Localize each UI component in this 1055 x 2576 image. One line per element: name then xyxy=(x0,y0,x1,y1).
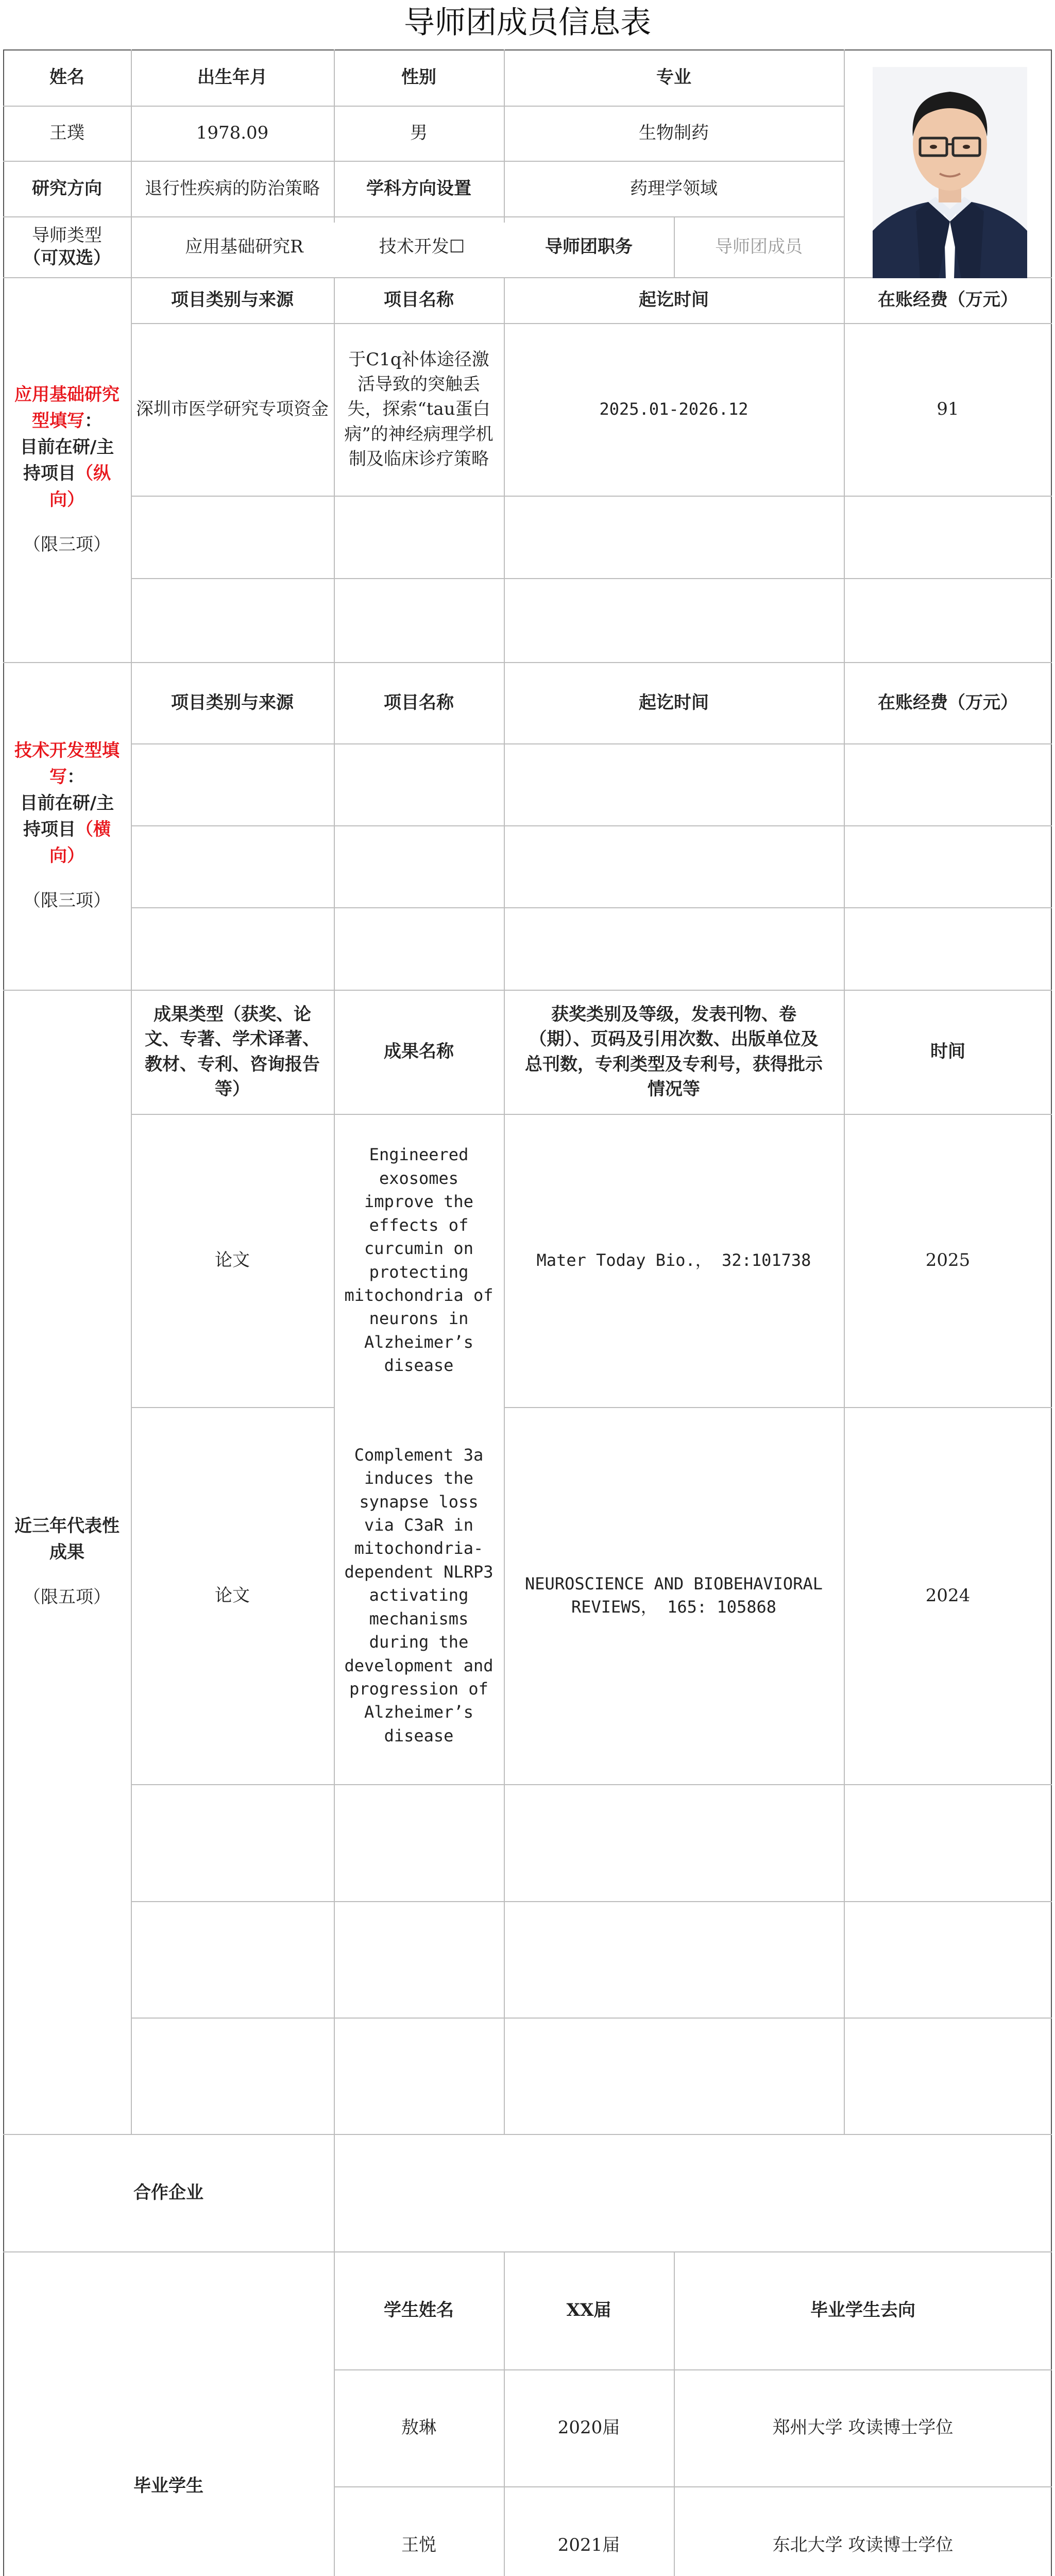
gender-value: 男 xyxy=(410,123,428,144)
achievements-label xyxy=(3,990,131,2134)
ach-header-name: 成果名称 xyxy=(384,1041,454,1062)
name-value: 王璞 xyxy=(49,123,84,144)
basic-research-label-red-3: （纵 xyxy=(76,463,111,484)
page-title: 导师团成员信息表 xyxy=(404,5,651,41)
tech-dev-label-red-3: （横 xyxy=(76,819,111,840)
ach-row2-detail: NEUROSCIENCE AND BIOBEHAVIORAL REVIEWS， 165: 105868 xyxy=(525,1573,823,1617)
name-label: 姓名 xyxy=(49,67,84,88)
tech-header-funds: 在账经费（万元） xyxy=(878,692,1018,713)
ach-row4-name[interactable] xyxy=(334,1901,504,2018)
basic-header-funds: 在账经费（万元） xyxy=(878,290,1018,311)
discipline-value: 药理学领域 xyxy=(630,178,718,199)
ach-row1-name: Engineered exosomes improve the effects of curcumin on protecting mitochondria of neurons in Alzheimer’s disease xyxy=(344,1145,494,1376)
tech-row3-period[interactable] xyxy=(504,907,844,990)
tech-row1-source[interactable] xyxy=(131,743,334,825)
ach-row3-time[interactable] xyxy=(844,1784,1052,1901)
tech-header-name: 项目名称 xyxy=(384,692,454,713)
ach-row2-time: 2024 xyxy=(925,1585,971,1606)
tech-row2-source[interactable] xyxy=(131,825,334,907)
tech-dev-label-red-4: 向） xyxy=(49,845,84,866)
tech-row1-funds[interactable] xyxy=(844,743,1052,825)
birth-label: 出生年月 xyxy=(197,67,267,88)
tech-dev-label xyxy=(3,662,131,990)
basic-research-label-black-2: 目前在研/主 xyxy=(20,436,114,457)
ach-row5-detail[interactable] xyxy=(504,2018,844,2134)
basic-header-period: 起讫时间 xyxy=(639,290,709,311)
major-value: 生物制药 xyxy=(639,123,709,144)
grad-row2-year: 2021届 xyxy=(557,2534,620,2555)
ach-row5-name[interactable] xyxy=(334,2018,504,2134)
basic-row2-name[interactable] xyxy=(334,496,504,578)
achievements-label-line1: 近三年代表性 xyxy=(14,1516,120,1536)
mentor-type-option-basic[interactable]: 应用基础研究R xyxy=(185,236,303,257)
cooperation-label: 合作企业 xyxy=(133,2182,203,2203)
grad-header-destination: 毕业学生去向 xyxy=(810,2300,915,2321)
basic-research-label-colon: ： xyxy=(84,410,102,431)
research-value: 退行性疾病的防治策略 xyxy=(145,178,320,199)
basic-row1-funds: 91 xyxy=(937,399,959,420)
ach-row1-time: 2025 xyxy=(925,1250,971,1271)
basic-row3-period[interactable] xyxy=(504,578,844,662)
tech-row3-funds[interactable] xyxy=(844,907,1052,990)
grid-line xyxy=(844,49,845,278)
mentor-type-label-line2: （可双选） xyxy=(23,248,111,268)
basic-row1-source: 深圳市医学研究专项资金 xyxy=(136,399,329,420)
discipline-label: 学科方向设置 xyxy=(366,178,471,199)
tech-row3-name[interactable] xyxy=(334,907,504,990)
ach-row3-name[interactable] xyxy=(334,1784,504,1901)
basic-header-name: 项目名称 xyxy=(384,290,454,311)
tech-header-source: 项目类别与来源 xyxy=(171,692,294,713)
research-label: 研究方向 xyxy=(32,178,102,199)
tech-row1-period[interactable] xyxy=(504,743,844,825)
grad-row1-name: 敖琳 xyxy=(401,2417,436,2438)
achievements-limit: （限五项） xyxy=(23,1587,111,1607)
tech-row3-source[interactable] xyxy=(131,907,334,990)
basic-research-label-red-4: 向） xyxy=(49,489,84,510)
tech-dev-limit: （限三项） xyxy=(23,890,111,911)
tech-dev-label-black-2: 目前在研/主 xyxy=(20,793,114,814)
graduates-label: 毕业学生 xyxy=(133,2476,203,2497)
achievements-label-line2: 成果 xyxy=(49,1542,84,1563)
grad-row2-name: 王悦 xyxy=(401,2534,436,2555)
tech-dev-label-black-3: 持项目 xyxy=(23,819,76,840)
grad-header-name: 学生姓名 xyxy=(384,2300,454,2321)
tech-dev-label-red-1: 技术开发型填 xyxy=(14,740,120,761)
birth-value: 1978.09 xyxy=(196,123,269,144)
ach-header-detail: 获奖类别及等级，发表刊物、卷（期）、页码及引用次数、出版单位及总刊数，专利类型及专利号，获得批示情况等 xyxy=(525,1004,823,1099)
basic-row3-funds[interactable] xyxy=(844,578,1052,662)
ach-row3-type[interactable] xyxy=(131,1784,334,1901)
tech-header-period: 起讫时间 xyxy=(639,692,709,713)
ach-row5-type[interactable] xyxy=(131,2018,334,2134)
tech-row2-period[interactable] xyxy=(504,825,844,907)
basic-row3-name[interactable] xyxy=(334,578,504,662)
basic-row3-source[interactable] xyxy=(131,578,334,662)
gender-label: 性别 xyxy=(401,67,436,88)
team-role-value[interactable]: 导师团成员 xyxy=(715,236,803,257)
tech-dev-label-red-2: 写 xyxy=(49,767,67,787)
basic-header-source: 项目类别与来源 xyxy=(171,290,294,311)
portrait-photo xyxy=(873,67,1027,278)
basic-row2-funds[interactable] xyxy=(844,496,1052,578)
ach-row1-detail: Mater Today Bio.， 32:101738 xyxy=(536,1250,811,1270)
grad-row1-destination: 郑州大学 攻读博士学位 xyxy=(772,2417,954,2438)
cooperation-value[interactable] xyxy=(334,2134,1052,2251)
basic-row1-period: 2025.01-2026.12 xyxy=(599,399,748,419)
ach-row4-time[interactable] xyxy=(844,1901,1052,2018)
major-label: 专业 xyxy=(656,67,691,88)
grad-row2-destination: 东北大学 攻读博士学位 xyxy=(772,2534,954,2555)
ach-row1-type: 论文 xyxy=(215,1250,250,1271)
grad-row1-year: 2020届 xyxy=(557,2417,620,2438)
basic-research-label-black-3: 持项目 xyxy=(23,463,76,484)
ach-row3-detail[interactable] xyxy=(504,1784,844,1901)
ach-row4-type[interactable] xyxy=(131,1901,334,2018)
ach-row2-name: Complement 3a induces the synapse loss via C3aR in mitochondria-dependent NLRP3 activating mechanisms during the development and progression of Alzheimer’s disease xyxy=(344,1445,494,1745)
basic-research-label-red-1: 应用基础研究 xyxy=(14,384,120,405)
tech-dev-label-colon: ： xyxy=(67,767,84,787)
basic-row1-name: 于C1q补体途径激活导致的突触丢失，探索“tau蛋白病”的神经病理学机制及临床诊疗策略 xyxy=(344,349,494,469)
ach-row2-type: 论文 xyxy=(215,1585,250,1606)
ach-header-time: 时间 xyxy=(930,1041,965,1062)
tech-row1-name[interactable] xyxy=(334,743,504,825)
tech-row2-name[interactable] xyxy=(334,825,504,907)
basic-research-label xyxy=(3,277,131,662)
basic-row2-source[interactable] xyxy=(131,496,334,578)
ach-row4-detail[interactable] xyxy=(504,1901,844,2018)
basic-research-label-red-2: 型填写 xyxy=(32,410,84,431)
portrait-illustration xyxy=(873,67,1027,278)
mentor-type-label-line1: 导师类型 xyxy=(32,225,102,246)
team-role-label: 导师团职务 xyxy=(545,236,633,257)
mentor-type-label xyxy=(3,216,131,277)
mentor-type-option-tech[interactable]: 技术开发☐ xyxy=(379,236,465,257)
tech-row2-funds[interactable] xyxy=(844,825,1052,907)
ach-header-type: 成果类型（获奖、论文、专著、学术译著、教材、专利、咨询报告等） xyxy=(145,1004,320,1099)
basic-row2-period[interactable] xyxy=(504,496,844,578)
basic-research-limit: （限三项） xyxy=(23,534,111,555)
ach-row5-time[interactable] xyxy=(844,2018,1052,2134)
grad-header-year: XX届 xyxy=(566,2300,611,2321)
